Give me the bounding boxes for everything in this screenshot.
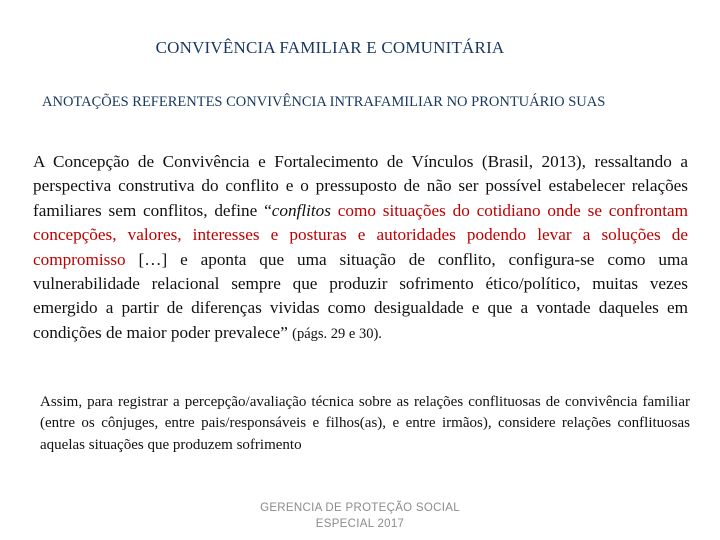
- main-paragraph-citation: (págs. 29 e 30).: [292, 325, 382, 342]
- footer-line-2: ESPECIAL 2017: [315, 518, 405, 530]
- second-paragraph: Assim, para registrar a percepção/avaliação técnica sobre as relações conflituosas de convivência familiar (entre os cônjuges, entre pais/responsáveis e filhos(as), e entre irmãos), considere relações conflituosas aquelas situações que produzem sofrimento: [40, 394, 690, 453]
- footer: [240, 500, 480, 532]
- main-paragraph-term: conflitos: [271, 200, 331, 220]
- main-paragraph-intro: A Concepção de Convivência e Fortalecimento de Vínculos (Brasil, 2013), ressaltando a perspectiva construtiva do conflito e o pressuposto de não ser possível estabelecer relações familiares sem conflitos, define “: [33, 152, 688, 220]
- main-paragraph: [33, 150, 688, 346]
- main-paragraph-definition: como situações do cotidiano onde se confrontam concepções, valores, interesses e posturas e autoridades podendo levar a soluções de compromisso: [33, 200, 688, 269]
- main-paragraph-continuation: […] e aponta que uma situação de conflito, configura-se como uma vulnerabilidade relacional sempre que produzir sofrimento ético/político, muitas vezes emergido a partir de diferenças vividas como desigualdade e que a vontade daqueles em condições de maior poder prevalece”: [33, 249, 688, 342]
- page-subtitle: ANOTAÇÕES REFERENTES CONVIVÊNCIA INTRAFAMILIAR NO PRONTUÁRIO SUAS: [42, 94, 606, 110]
- page-title: CONVIVÊNCIA FAMILIAR E COMUNITÁRIA: [155, 38, 505, 57]
- footer-line-1: GERENCIA DE PROTEÇÃO SOCIAL: [260, 502, 460, 514]
